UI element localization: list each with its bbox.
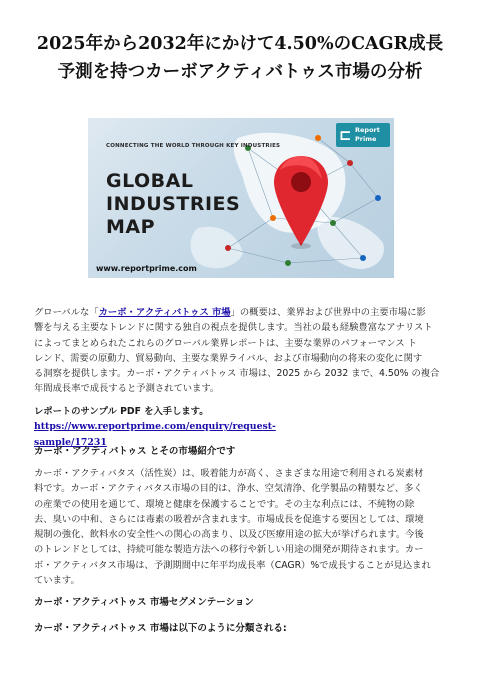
intro-line xyxy=(34,305,448,320)
hero-headline xyxy=(106,170,240,239)
section-heading: カーボ・アクティバトゥス とその市場紹介です xyxy=(34,446,236,457)
hero-url: www.reportprime.com xyxy=(96,264,197,273)
market-link[interactable]: カーボ・アクティバトゥス 市場 xyxy=(98,307,231,318)
hero-headline-line: GLOBAL xyxy=(106,170,194,192)
hero-headline-line: MAP xyxy=(106,216,156,238)
body-line: 料です。カーボ・アクティバタス市場の目的は、浄水、空気清浄、化学製品の精製など、多く xyxy=(34,483,423,495)
segmentation-heading: カーボ・アクティバトゥス 市場セグメンテーション xyxy=(34,597,254,608)
intro-line: レンド、需要の原動力、貿易動向、主要な業界ライバル、および市場動向の将来の変化に関す xyxy=(34,352,423,364)
report-prime-logo xyxy=(336,123,390,147)
classification-heading: カーボ・アクティバトゥス 市場は以下のように分類される: xyxy=(34,623,287,634)
logo-text-line: Report xyxy=(355,126,380,134)
hero-image xyxy=(88,118,394,278)
title-line-1: 2025年から2032年にかけて4.50%のCAGR成長 xyxy=(36,34,444,54)
continent-shape xyxy=(317,217,384,269)
intro-suffix: 」の概要は、業界および世界中の主要市場に影 xyxy=(230,307,426,318)
sample-line xyxy=(34,404,448,435)
title-line-2: 予測を持つカーボアクティバトゥス市場の分析 xyxy=(57,62,423,82)
intro-line: 響を与える主要なトレンドに関する独自の視点を提供します。当社の最も経験豊富なアナリスト xyxy=(34,322,433,334)
body-line: ています。 xyxy=(34,575,80,587)
body-line: カーボ・アクティバタス（活性炭）は、吸着能力が高く、さまざまな用途で利用される炭素材 xyxy=(34,468,424,479)
sample-label: レポートのサンプル PDF を入手します。 xyxy=(34,406,209,417)
logo-text-line: Prime xyxy=(355,135,377,143)
body-line: 去、臭いの中和、さらには毒素の吸着が含まれます。市場成長を促進する要因としては、環境 xyxy=(34,513,424,525)
logo-mark-icon: ⊏ xyxy=(339,126,352,144)
document-title xyxy=(20,30,460,86)
market-intro-paragraph xyxy=(34,466,448,588)
intro-line: 年間成長率で成長すると予測されています。 xyxy=(34,383,220,395)
hero-headline-line: INDUSTRIES xyxy=(106,193,241,215)
intro-line: によってまとめられたこれらのグローバル業界レポートは、主要な業界のパフォーマンス ト xyxy=(34,337,417,349)
intro-line: る洞察を提供します。カーボ・アクティバトゥス 市場は、2025 から 2032 まで、4.50% の複合 xyxy=(34,368,440,380)
intro-paragraph xyxy=(34,305,448,397)
body-line: の産業での使用を通じて、環境と健康を保護することです。その主な利点には、不純物の除 xyxy=(34,498,415,510)
hero-tagline: CONNECTING THE WORLD THROUGH KEY INDUSTRIES xyxy=(106,143,281,149)
sample-link[interactable]: https://www.reportprime.com/enquiry/request- xyxy=(34,421,276,433)
body-line: ボ・アクティバタス市場は、予測期間中に年平均成長率（CAGR）%で成長することが見込まれ xyxy=(34,559,431,571)
intro-prefix: グローバルな「 xyxy=(34,307,99,318)
body-line: 規制の強化、飲料水の安全性への関心の高まり、以及び医療用途の拡大が挙げられます。今後 xyxy=(34,529,424,541)
sample-link-cont[interactable]: sample/17231 xyxy=(34,436,107,448)
body-line: のトレンドとしては、持続可能な製造方法への移行や新しい用途の開発が期待されます。カー xyxy=(34,544,424,556)
